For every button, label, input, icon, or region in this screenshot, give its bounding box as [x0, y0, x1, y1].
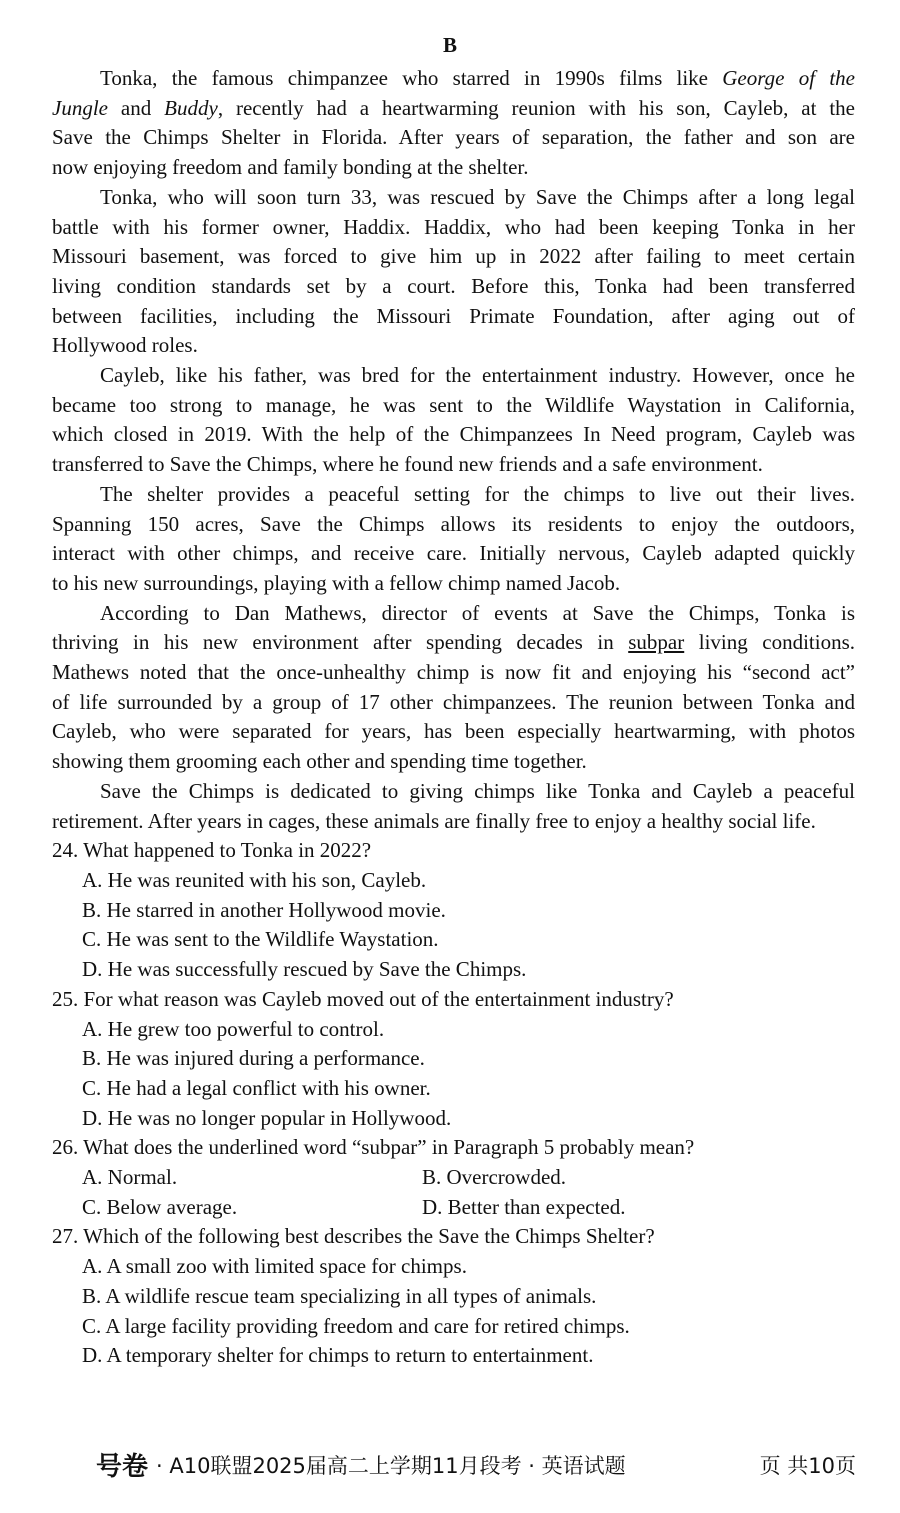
footer-title: · A10联盟2025届高二上学期11月段考 · 英语试题 [156, 1453, 626, 1478]
text-line: transferred to Save the Chimps, where he found new friends and a safe environment. [52, 452, 763, 477]
text-line: Jungle and Buddy, recently had a heartwarming reunion with his son, Cayleb, at the [52, 95, 856, 120]
question-stem: 25. For what reason was Cayleb moved out of the entertainment industry? [52, 986, 674, 1011]
underlined-word: subpar [628, 630, 685, 655]
text-line: Save the Chimps is dedicated to giving chimps like Tonka and Cayleb a peaceful [100, 778, 855, 803]
text-line: retirement. After years in cages, these animals are finally free to enjoy a healthy social life. [52, 808, 816, 833]
text-line: The shelter provides a peaceful setting for the chimps to live out their lives. [100, 481, 855, 506]
text-line: of life surrounded by a group of 17 other chimpanzees. The reunion between Tonka and [52, 689, 855, 714]
answer-option: D. He was successfully rescued by Save the Chimps. [82, 957, 527, 982]
text-line: living condition standards set by a court. Before this, Tonka had been transferred [52, 273, 855, 298]
footer-page: 页 共10页 [759, 1453, 856, 1478]
text-line: interact with other chimps, and receive care. Initially nervous, Cayleb adapted quickly [52, 541, 855, 566]
text-line: Cayleb, who were separated for years, has been especially heartwarming, with photos [52, 719, 855, 744]
answer-option: B. He was injured during a performance. [82, 1046, 425, 1071]
text-line: which closed in 2019. With the help of the Chimpanzees In Need program, Cayleb was [52, 422, 855, 447]
paragraph [52, 777, 855, 836]
text-line: to his new surroundings, playing with a fellow chimp named Jacob. [52, 570, 621, 595]
answer-option: B. Overcrowded. [422, 1165, 567, 1190]
text-line: Save the Chimps Shelter in Florida. After years of separation, the father and son are [52, 125, 855, 150]
text-line: between facilities, including the Missouri Primate Foundation, after aging out of [52, 303, 855, 328]
question-stem: 26. What does the underlined word “subpar” in Paragraph 5 probably mean? [52, 1135, 695, 1160]
answer-option: C. A large facility providing freedom and care for retired chimps. [82, 1313, 630, 1338]
text-line: Spanning 150 acres, Save the Chimps allows its residents to enjoy the outdoors, [52, 511, 855, 536]
answer-option: B. He starred in another Hollywood movie. [82, 897, 446, 922]
answer-option: C. He had a legal conflict with his owner. [82, 1075, 431, 1100]
answer-option: A. He was reunited with his son, Cayleb. [82, 867, 427, 892]
answer-option: D. Better than expected. [422, 1194, 626, 1219]
text-line: now enjoying freedom and family bonding at the shelter. [52, 155, 529, 180]
option-row [52, 1163, 855, 1193]
answer-option: D. He was no longer popular in Hollywood. [82, 1105, 452, 1130]
text-line: thriving in his new environment after spending decades in subpar living conditions. [52, 630, 856, 655]
footer-logo: 号卷 [96, 1452, 149, 1482]
paragraph [52, 361, 855, 480]
paragraph [52, 183, 855, 361]
text-line: battle with his former owner, Haddix. Haddix, who had been keeping Tonka in her [52, 214, 855, 239]
answer-option: A. He grew too powerful to control. [82, 1016, 385, 1041]
answer-option: D. A temporary shelter for chimps to return to entertainment. [82, 1343, 594, 1368]
text-line: showing them grooming each other and spending time together. [52, 749, 587, 774]
text-line: became too strong to manage, he was sent to the Wildlife Waystation in California, [52, 392, 855, 417]
text-line: According to Dan Mathews, director of events at Save the Chimps, Tonka is [100, 600, 855, 625]
answer-option: B. A wildlife rescue team specializing in all types of animals. [82, 1283, 597, 1308]
text-line: Tonka, who will soon turn 33, was rescued by Save the Chimps after a long legal [100, 184, 855, 209]
question-stem: 27. Which of the following best describes the Save the Chimps Shelter? [52, 1224, 655, 1249]
answer-option: A. A small zoo with limited space for chimps. [82, 1254, 467, 1279]
footer [96, 1446, 856, 1483]
text-line: Hollywood roles. [52, 333, 198, 358]
text-line: Missouri basement, was forced to give him up in 2022 after failing to meet certain [52, 244, 855, 269]
text-line: Tonka, the famous chimpanzee who starred in 1990s films like George of the [100, 66, 855, 90]
document-body [52, 64, 855, 1371]
answer-option: C. Below average. [82, 1194, 238, 1219]
answer-option: A. Normal. [82, 1165, 178, 1190]
question-stem: 24. What happened to Tonka in 2022? [52, 838, 372, 863]
section-label: B [442, 33, 457, 57]
paragraph [52, 480, 855, 599]
text-line: Mathews noted that the once-unhealthy chimp is now fit and enjoying his “second act” [52, 660, 855, 685]
text-line: Cayleb, like his father, was bred for the entertainment industry. However, once he [100, 363, 855, 388]
paragraph [52, 64, 855, 183]
option-row [52, 1193, 855, 1223]
paragraph [52, 599, 855, 777]
answer-option: C. He was sent to the Wildlife Waystation. [82, 927, 439, 952]
